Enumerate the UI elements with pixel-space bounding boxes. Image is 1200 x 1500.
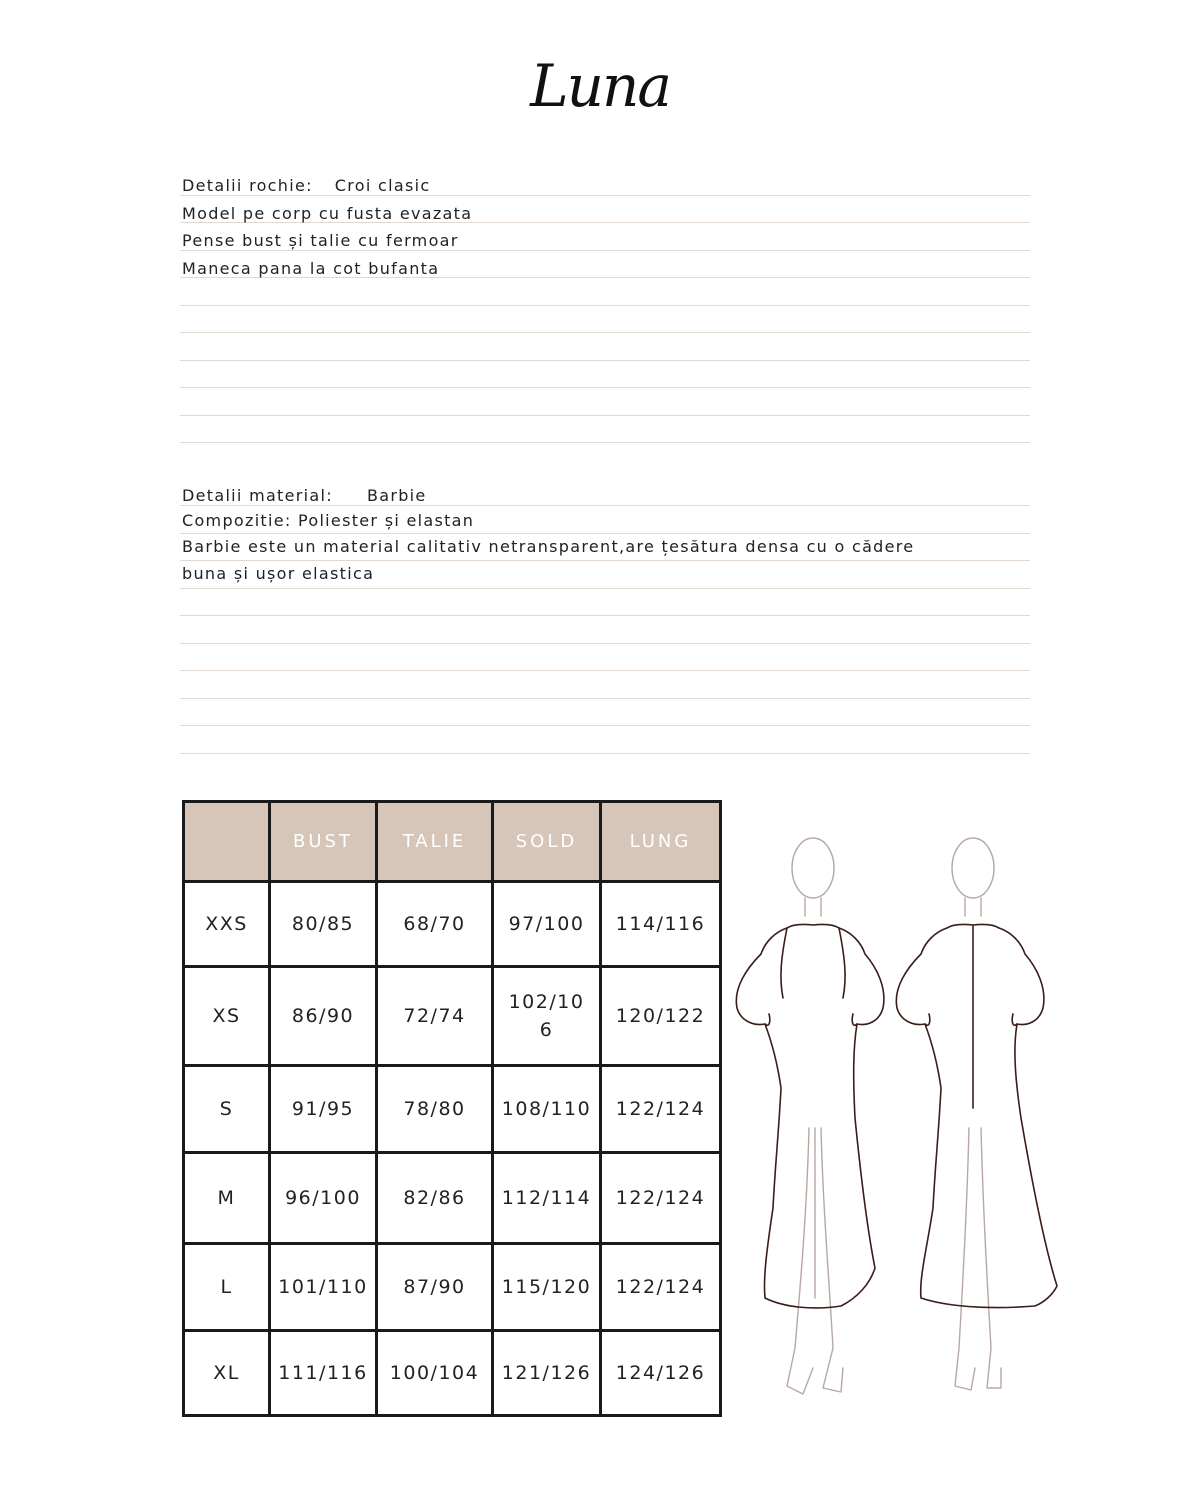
- size-cell: XXS: [184, 882, 270, 967]
- value-cell: 114/116: [601, 882, 721, 967]
- size-cell: XS: [184, 967, 270, 1066]
- table-row: [184, 1244, 721, 1331]
- size-table: [182, 800, 722, 1417]
- dress-sketch-illustration: [725, 828, 1070, 1403]
- dress-details-label: Detalii rochie:: [182, 176, 313, 195]
- size-cell: L: [184, 1244, 270, 1331]
- material-details-value: Barbie: [366, 486, 427, 505]
- header-cell: [184, 802, 270, 882]
- value-cell: 68/70: [377, 882, 493, 967]
- value-cell: 78/80: [377, 1066, 493, 1153]
- value-cell: 97/100: [493, 882, 601, 967]
- material-details-label: Detalii material:: [182, 486, 333, 505]
- dress-detail-line: Model pe corp cu fusta evazata: [182, 204, 473, 223]
- table-row: [184, 882, 721, 967]
- value-cell: 121/126: [493, 1331, 601, 1416]
- value-cell: 111/116: [270, 1331, 377, 1416]
- header-cell: TALIE: [377, 802, 493, 882]
- table-row: [184, 967, 721, 1066]
- dress-details-row: [182, 176, 430, 195]
- value-cell: 115/120: [493, 1244, 601, 1331]
- material-details-row: [182, 486, 427, 505]
- value-cell: 82/86: [377, 1153, 493, 1244]
- value-cell: 124/126: [601, 1331, 721, 1416]
- header-cell: SOLD: [493, 802, 601, 882]
- value-cell: 122/124: [601, 1153, 721, 1244]
- page-title: Luna: [530, 52, 670, 120]
- value-cell: 96/100: [270, 1153, 377, 1244]
- value-cell: 80/85: [270, 882, 377, 967]
- value-cell: 86/90: [270, 967, 377, 1066]
- front-figure-sketch: [736, 838, 884, 1394]
- value-cell: 102/10 6: [493, 967, 601, 1066]
- size-cell: S: [184, 1066, 270, 1153]
- header-cell: BUST: [270, 802, 377, 882]
- table-row: [184, 1331, 721, 1416]
- value-cell: 122/124: [601, 1244, 721, 1331]
- material-detail-line: Barbie este un material calitativ netransparent,are țesătura densa cu o cădere: [182, 537, 915, 556]
- table-row: [184, 1153, 721, 1244]
- value-cell: 100/104: [377, 1331, 493, 1416]
- material-detail-line: Compozitie: Poliester și elastan: [182, 511, 475, 530]
- material-detail-line: buna și ușor elastica: [182, 564, 375, 583]
- value-cell: 122/124: [601, 1066, 721, 1153]
- value-cell: 91/95: [270, 1066, 377, 1153]
- value-cell: 108/110: [493, 1066, 601, 1153]
- value-cell: 72/74: [377, 967, 493, 1066]
- size-cell: XL: [184, 1331, 270, 1416]
- size-cell: M: [184, 1153, 270, 1244]
- dress-details-value: Croi clasic: [334, 176, 431, 195]
- header-cell: LUNG: [601, 802, 721, 882]
- value-cell: 112/114: [493, 1153, 601, 1244]
- table-row: [184, 1066, 721, 1153]
- dress-detail-line: Pense bust și talie cu fermoar: [182, 231, 459, 250]
- size-table-header-row: [184, 802, 721, 882]
- back-figure-sketch: [896, 838, 1057, 1390]
- value-cell: 101/110: [270, 1244, 377, 1331]
- dress-detail-line: Maneca pana la cot bufanta: [182, 259, 440, 278]
- value-cell: 120/122: [601, 967, 721, 1066]
- value-cell: 87/90: [377, 1244, 493, 1331]
